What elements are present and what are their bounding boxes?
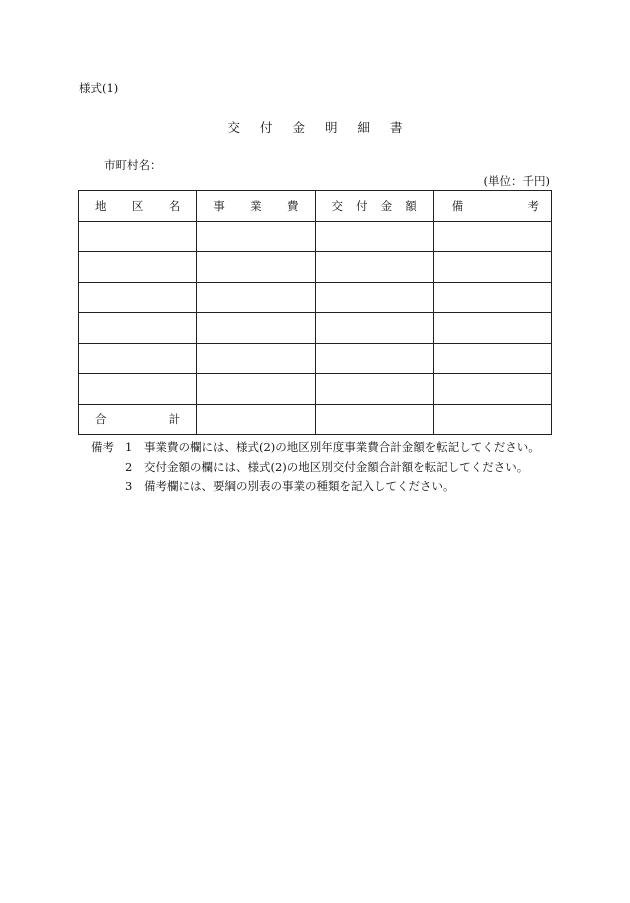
cell-project-cost[interactable]	[197, 343, 315, 374]
cell-project-cost[interactable]	[197, 252, 315, 283]
header-grant-amount: 交 付 金 額	[315, 191, 433, 222]
table-row	[79, 343, 552, 374]
title-char: 交	[227, 120, 240, 135]
cell-remarks[interactable]	[433, 221, 551, 252]
note-number: 1	[125, 440, 133, 454]
table-row	[79, 313, 552, 344]
municipality-label: 市町村名：	[104, 158, 162, 172]
cell-project-cost[interactable]	[197, 221, 315, 252]
cell-project-cost[interactable]	[197, 313, 315, 344]
cell-district-name[interactable]	[79, 313, 197, 344]
cell-district-name[interactable]	[79, 374, 197, 405]
note-text: 備考欄には、要綱の別表の事業の種類を記入してください。	[144, 479, 455, 493]
note-item	[91, 438, 540, 458]
total-row	[79, 404, 552, 435]
grant-detail-table	[78, 190, 552, 435]
total-label: 合 計	[79, 404, 197, 435]
total-remarks[interactable]	[433, 404, 551, 435]
header-district-name: 地 区 名	[79, 191, 197, 222]
cell-grant-amount[interactable]	[315, 252, 433, 283]
title-char: 金	[292, 120, 305, 135]
notes-lead: 備考	[91, 440, 114, 454]
title-char: 明	[325, 120, 338, 135]
cell-district-name[interactable]	[79, 282, 197, 313]
cell-project-cost[interactable]	[197, 282, 315, 313]
table-row	[79, 374, 552, 405]
document-title	[0, 118, 630, 136]
remarks-notes	[91, 438, 540, 497]
unit-label: (単位：千円)	[483, 174, 550, 188]
header-remarks: 備 考	[433, 191, 551, 222]
note-text: 交付金額の欄には、様式(2)の地区別交付金額合計額を転記してください。	[144, 459, 529, 474]
cell-remarks[interactable]	[433, 374, 551, 405]
table-row	[79, 221, 552, 252]
cell-district-name[interactable]	[79, 221, 197, 252]
note-text: 事業費の欄には、様式(2)の地区別年度事業費合計金額を転記してください。	[144, 440, 540, 454]
title-char: 付	[259, 120, 273, 135]
title-char: 細	[357, 120, 371, 135]
cell-grant-amount[interactable]	[315, 374, 433, 405]
cell-district-name[interactable]	[79, 252, 197, 283]
total-project-cost[interactable]	[197, 404, 315, 435]
total-grant-amount[interactable]	[315, 404, 433, 435]
cell-remarks[interactable]	[433, 313, 551, 344]
cell-grant-amount[interactable]	[315, 343, 433, 374]
cell-remarks[interactable]	[433, 343, 551, 374]
table-header-row	[79, 191, 552, 222]
form-number: 様式(1)	[79, 81, 119, 95]
title-char: 書	[390, 120, 403, 135]
table-row	[79, 252, 552, 283]
table-row	[79, 282, 552, 313]
header-project-cost: 事 業 費	[197, 191, 315, 222]
cell-grant-amount[interactable]	[315, 313, 433, 344]
cell-grant-amount[interactable]	[315, 221, 433, 252]
cell-district-name[interactable]	[79, 343, 197, 374]
cell-remarks[interactable]	[433, 282, 551, 313]
note-number: 2	[125, 459, 133, 474]
cell-project-cost[interactable]	[197, 374, 315, 405]
cell-grant-amount[interactable]	[315, 282, 433, 313]
note-item	[91, 477, 540, 497]
note-item	[91, 458, 540, 478]
note-number: 3	[125, 479, 133, 493]
cell-remarks[interactable]	[433, 252, 551, 283]
